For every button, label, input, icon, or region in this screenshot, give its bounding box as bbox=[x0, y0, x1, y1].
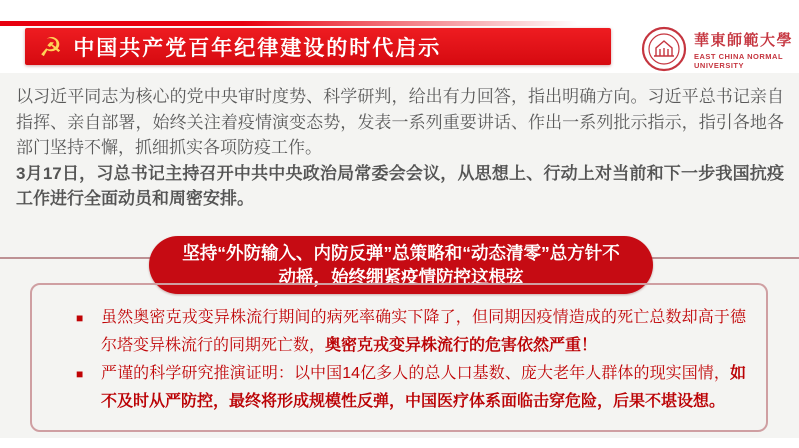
paragraph-2: 3月17日，习总书记主持召开中共中央政治局常委会会议，从思想上、行动上对当前和下一步我国抗疫工作进行全面动员和周密安排。 bbox=[16, 163, 784, 208]
university-seal-icon bbox=[641, 26, 687, 77]
university-logo bbox=[641, 26, 793, 77]
body-text bbox=[16, 84, 784, 212]
bullet-square-icon: ■ bbox=[76, 367, 84, 381]
paragraph-1: 以习近平同志为核心的党中央审时度势、科学研判，给出有力回答，指出明确方向。习近平总书记亲自指挥、亲自部署，始终关注着疫情演变态势，发表一系列重要讲话、作出一系列批示指示，指引各地各部门坚持不懈，抓细抓实各项防疫工作。 bbox=[16, 87, 784, 157]
key-point-item bbox=[76, 304, 746, 360]
header-accent-line bbox=[0, 21, 578, 26]
university-name-en: EAST CHINA NORMAL UNIVERSITY bbox=[694, 52, 784, 70]
slogan-line-1: 坚持“外防输入、内防反弹”总策略和“动态清零”总方针不 bbox=[182, 243, 620, 263]
slogan-line-2: 动摇，始终绷紧疫情防控这根弦 bbox=[278, 267, 524, 287]
university-logo-text bbox=[694, 33, 793, 70]
key-point-text: 虽然奥密克戎变异株流行期间的病死率确实下降了，但同期因疫情造成的死亡总数却高于德尔塔变异株流行的同期死亡数， bbox=[101, 309, 746, 354]
university-name-cn: 華東師範大學 bbox=[694, 33, 794, 49]
slide-title-bar bbox=[25, 28, 611, 65]
bullet-square-icon: ■ bbox=[76, 311, 84, 325]
key-points-list bbox=[32, 285, 766, 416]
key-point-text: 严谨的科学研究推演证明：以中国14亿多人的总人口基数、庞大老年人群体的现实国情， bbox=[101, 365, 730, 382]
key-points-box bbox=[30, 283, 768, 432]
key-point-emphasis: 奥密克戎变异株流行的危害依然严重！ bbox=[325, 337, 598, 354]
key-point-emphasis: 如不及时从严防控，最终将形成规模性反弹，中国医疗体系面临击穿危险，后果不堪设想。 bbox=[101, 365, 746, 410]
party-emblem-icon: ☭ bbox=[39, 31, 63, 62]
key-point-item bbox=[76, 360, 746, 416]
slide-title: 中国共产党百年纪律建设的时代启示 bbox=[73, 36, 442, 60]
